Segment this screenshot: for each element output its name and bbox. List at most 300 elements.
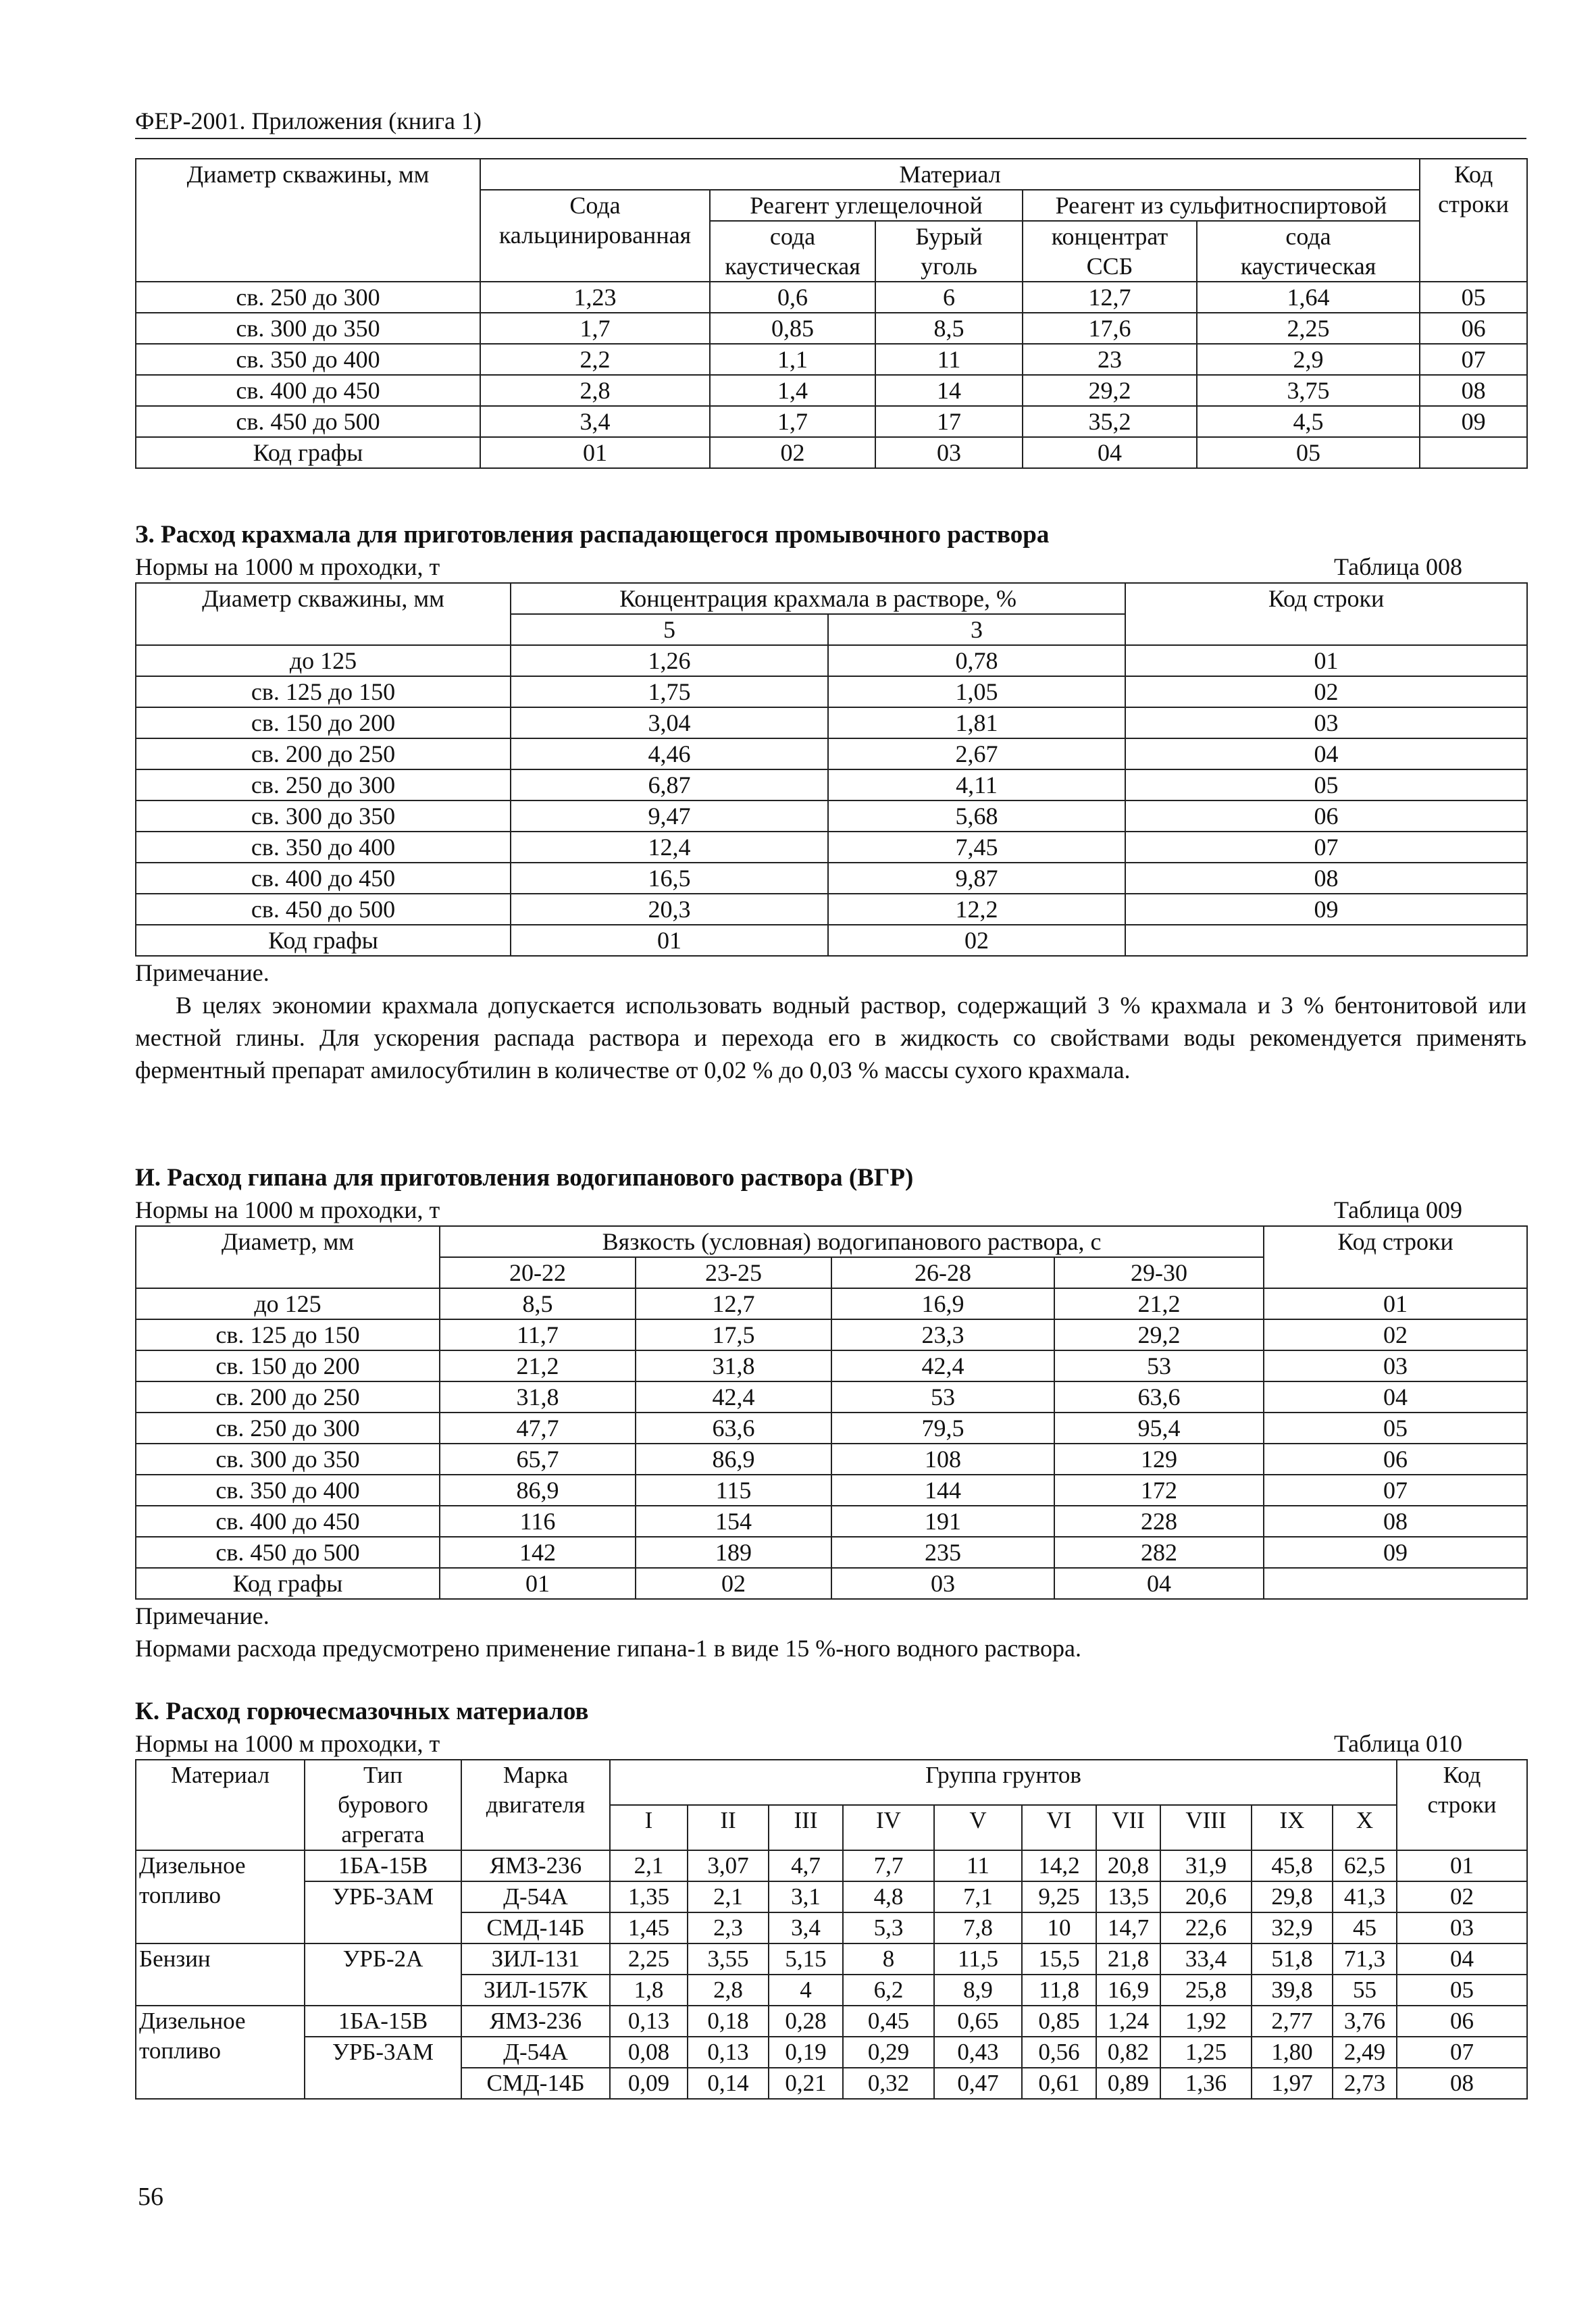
table-cell: 7,45 xyxy=(828,832,1125,863)
table-row xyxy=(136,1444,1527,1475)
table-cell: 03 xyxy=(831,1568,1054,1599)
table-cell: 0,6 xyxy=(710,282,875,313)
table-cell: 14,2 xyxy=(1022,1850,1096,1881)
table-cell: 172 xyxy=(1054,1475,1264,1506)
table-cell: св. 450 до 500 xyxy=(136,1537,440,1568)
col-concentration: Концентрация крахмала в растворе, % xyxy=(511,583,1125,614)
section-title: З. Расход крахмала для приготовления распадающегося промывочного раствора xyxy=(135,521,1050,549)
table-cell: 63,6 xyxy=(636,1413,831,1444)
table-cell: 03 xyxy=(875,437,1023,468)
table-cell: Код графы xyxy=(136,925,511,956)
col-type: Тип бурового агрегата xyxy=(305,1760,461,1850)
type-cell: 1БА-15В xyxy=(305,2006,461,2037)
table-cell: 86,9 xyxy=(636,1444,831,1475)
table-cell: 2,25 xyxy=(1197,313,1420,344)
table-cell: 2,3 xyxy=(688,1912,769,1943)
table-cell: 0,09 xyxy=(610,2068,688,2099)
section-title: И. Расход гипана для приготовления водогипанового раствора (ВГР) xyxy=(135,1164,914,1192)
col-conc: концентрат ССБ xyxy=(1023,221,1197,282)
table-cell: 13,5 xyxy=(1096,1881,1160,1912)
section-starch xyxy=(135,519,1526,1086)
table-cell: 47,7 xyxy=(440,1413,636,1444)
table-cell: 12,4 xyxy=(511,832,828,863)
table-cell: 09 xyxy=(1125,894,1527,925)
table-cell: св. 350 до 400 xyxy=(136,344,480,375)
table-cell: ЗИЛ-157К xyxy=(461,1975,610,2006)
table-cell: 23 xyxy=(1023,344,1197,375)
col-diameter: Диаметр, мм xyxy=(136,1226,440,1288)
table-cell: 02 xyxy=(710,437,875,468)
table-cell: 53 xyxy=(1054,1350,1264,1381)
table-row xyxy=(136,1319,1527,1350)
table-cell: Д-54А xyxy=(461,2037,610,2068)
table-cell: 08 xyxy=(1125,863,1527,894)
table-cell: 12,7 xyxy=(636,1288,831,1319)
table-cell: 1,05 xyxy=(828,676,1125,707)
page-header: ФЕР-2001. Приложения (книга 1) xyxy=(135,107,1526,139)
table-cell: 1,36 xyxy=(1160,2068,1252,2099)
col-v2: 23-25 xyxy=(636,1257,831,1288)
col-diameter: Диаметр скважины, мм xyxy=(136,583,511,645)
table-cell: 0,85 xyxy=(1022,2006,1096,2037)
table-cell: 4,8 xyxy=(843,1881,934,1912)
table-row xyxy=(136,1537,1527,1568)
table-cell: 03 xyxy=(1125,707,1527,738)
table-row xyxy=(136,1943,1527,1975)
table-row xyxy=(136,437,1527,468)
table-cell: Код графы xyxy=(136,1568,440,1599)
col-v3: 26-28 xyxy=(831,1257,1054,1288)
note-text: Нормами расхода предусмотрено применение гипана-1 в виде 15 %-ного водного раствора. xyxy=(135,1635,1081,1662)
table-cell: 2,73 xyxy=(1333,2068,1397,2099)
table-cell: 02 xyxy=(1397,1881,1527,1912)
table-cell: 02 xyxy=(828,925,1125,956)
table-cell: 21,8 xyxy=(1096,1943,1160,1975)
table-cell: 0,13 xyxy=(688,2037,769,2068)
table-cell: 0,43 xyxy=(934,2037,1022,2068)
table-cell: 01 xyxy=(511,925,828,956)
table-cell: 39,8 xyxy=(1252,1975,1333,2006)
col-group-V: V xyxy=(934,1805,1022,1850)
table-cell: 63,6 xyxy=(1054,1381,1264,1413)
table-cell: 11,8 xyxy=(1022,1975,1096,2006)
table-cell: 1,80 xyxy=(1252,2037,1333,2068)
table-cell: 0,29 xyxy=(843,2037,934,2068)
table-row xyxy=(136,676,1527,707)
col-code: Код строки xyxy=(1264,1226,1527,1288)
table-cell: 01 xyxy=(1397,1850,1527,1881)
table-cell: 1,81 xyxy=(828,707,1125,738)
table-row xyxy=(136,1475,1527,1506)
table-cell xyxy=(1420,437,1527,468)
table-cell: 11 xyxy=(875,344,1023,375)
table-cell: 02 xyxy=(1264,1319,1527,1350)
table-cell: св. 200 до 250 xyxy=(136,738,511,769)
table-cell: 1,7 xyxy=(480,313,710,344)
table-cell: св. 350 до 400 xyxy=(136,832,511,863)
table-cell: св. 125 до 150 xyxy=(136,1319,440,1350)
table-cell: 0,08 xyxy=(610,2037,688,2068)
table-cell: 04 xyxy=(1125,738,1527,769)
table-number: Таблица 009 xyxy=(1334,1196,1462,1223)
table-cell: 29,2 xyxy=(1054,1319,1264,1350)
table-cell: 0,56 xyxy=(1022,2037,1096,2068)
table-cell: 2,49 xyxy=(1333,2037,1397,2068)
table-row xyxy=(136,645,1527,676)
table-cell: 0,78 xyxy=(828,645,1125,676)
table-cell: 06 xyxy=(1264,1444,1527,1475)
table-cell: 0,18 xyxy=(688,2006,769,2037)
table-cell: 5,68 xyxy=(828,800,1125,832)
table-cell: 189 xyxy=(636,1537,831,1568)
type-cell: УРБ-3АМ xyxy=(305,2037,461,2099)
type-cell: УРБ-2А xyxy=(305,1943,461,2006)
table-cell: Д-54А xyxy=(461,1881,610,1912)
section-gipan xyxy=(135,1162,1526,1664)
table-cell: 0,85 xyxy=(710,313,875,344)
table-cell: 1,45 xyxy=(610,1912,688,1943)
norms-caption: Нормы на 1000 м проходки, т xyxy=(135,553,440,580)
table-cell: 0,61 xyxy=(1022,2068,1096,2099)
table-row xyxy=(136,863,1527,894)
col-code: Код строки xyxy=(1125,583,1527,645)
table-cell: 4 xyxy=(769,1975,843,2006)
table-cell: 45,8 xyxy=(1252,1850,1333,1881)
material-cell: Дизельное топливо xyxy=(136,1850,305,1943)
col-material: Материал xyxy=(136,1760,305,1850)
table-cell: 05 xyxy=(1264,1413,1527,1444)
table-cell: св. 300 до 350 xyxy=(136,313,480,344)
table-cell: 21,2 xyxy=(440,1350,636,1381)
table-cell: 04 xyxy=(1023,437,1197,468)
table-cell: 5,3 xyxy=(843,1912,934,1943)
table-cell: до 125 xyxy=(136,1288,440,1319)
table-cell: 129 xyxy=(1054,1444,1264,1475)
table-cell: 9,87 xyxy=(828,863,1125,894)
table-cell: 282 xyxy=(1054,1537,1264,1568)
col-coal: Бурый уголь xyxy=(875,221,1023,282)
table-cell: 08 xyxy=(1264,1506,1527,1537)
table-cell: 2,77 xyxy=(1252,2006,1333,2037)
table-cell: 03 xyxy=(1397,1912,1527,1943)
table-cell: 5,15 xyxy=(769,1943,843,1975)
table-cell: св. 200 до 250 xyxy=(136,1381,440,1413)
table-cell: 9,47 xyxy=(511,800,828,832)
table-cell: св. 300 до 350 xyxy=(136,1444,440,1475)
table-row xyxy=(136,1850,1527,1881)
table-cell: 33,4 xyxy=(1160,1943,1252,1975)
table-row xyxy=(136,1288,1527,1319)
table-cell: 1,23 xyxy=(480,282,710,313)
table-cell: 3,07 xyxy=(688,1850,769,1881)
table-cell: до 125 xyxy=(136,645,511,676)
type-cell: УРБ-3АМ xyxy=(305,1881,461,1943)
table-cell: 1,24 xyxy=(1096,2006,1160,2037)
table-row xyxy=(136,925,1527,956)
table-cell: 9,25 xyxy=(1022,1881,1096,1912)
table-cell: 04 xyxy=(1054,1568,1264,1599)
col-v4: 29-30 xyxy=(1054,1257,1264,1288)
table-cell: 0,28 xyxy=(769,2006,843,2037)
table-row xyxy=(136,832,1527,863)
type-cell: 1БА-15В xyxy=(305,1850,461,1881)
table-cell: 22,6 xyxy=(1160,1912,1252,1943)
table-cell: 0,13 xyxy=(610,2006,688,2037)
table-cell: 51,8 xyxy=(1252,1943,1333,1975)
table-cell: 1,75 xyxy=(511,676,828,707)
table-cell: 3,1 xyxy=(769,1881,843,1912)
table-row xyxy=(136,1350,1527,1381)
col-code: Код строки xyxy=(1420,159,1527,282)
table-cell: 6 xyxy=(875,282,1023,313)
table-cell: 16,9 xyxy=(1096,1975,1160,2006)
table-cell: 01 xyxy=(1125,645,1527,676)
table-cell: 65,7 xyxy=(440,1444,636,1475)
table-cell: 31,9 xyxy=(1160,1850,1252,1881)
table-cell: Код графы xyxy=(136,437,480,468)
table-cell: СМД-14Б xyxy=(461,1912,610,1943)
table-cell: 04 xyxy=(1264,1381,1527,1413)
table-cell: 142 xyxy=(440,1537,636,1568)
col-diameter: Диаметр скважины, мм xyxy=(136,159,480,282)
table-cell: св. 150 до 200 xyxy=(136,707,511,738)
table-row xyxy=(136,406,1527,437)
table-cell: 29,8 xyxy=(1252,1881,1333,1912)
table-cell: 16,9 xyxy=(831,1288,1054,1319)
table-cell: 8,5 xyxy=(875,313,1023,344)
table-cell: 41,3 xyxy=(1333,1881,1397,1912)
table-cell: 7,8 xyxy=(934,1912,1022,1943)
table-cell: 3,75 xyxy=(1197,375,1420,406)
table-cell: 01 xyxy=(440,1568,636,1599)
table-cell: 86,9 xyxy=(440,1475,636,1506)
table-row xyxy=(136,344,1527,375)
table-row xyxy=(136,894,1527,925)
table-cell: 0,14 xyxy=(688,2068,769,2099)
table-cell: св. 450 до 500 xyxy=(136,894,511,925)
table-cell: св. 250 до 300 xyxy=(136,1413,440,1444)
table-cell: 45 xyxy=(1333,1912,1397,1943)
table-cell: 29,2 xyxy=(1023,375,1197,406)
col-group-IX: IX xyxy=(1252,1805,1333,1850)
table-cell: св. 150 до 200 xyxy=(136,1350,440,1381)
table-cell: 55 xyxy=(1333,1975,1397,2006)
table-row xyxy=(136,800,1527,832)
table-cell: 0,45 xyxy=(843,2006,934,2037)
table-cell: 07 xyxy=(1264,1475,1527,1506)
table-cell: 3,76 xyxy=(1333,2006,1397,2037)
table-cell: 06 xyxy=(1397,2006,1527,2037)
table-cell: 4,46 xyxy=(511,738,828,769)
table-cell: 05 xyxy=(1197,437,1420,468)
table-cell: св. 450 до 500 xyxy=(136,406,480,437)
table-cell: СМД-14Б xyxy=(461,2068,610,2099)
table-cell: св. 400 до 450 xyxy=(136,375,480,406)
table-cell: 20,6 xyxy=(1160,1881,1252,1912)
table-row xyxy=(136,375,1527,406)
col-group-VII: VII xyxy=(1096,1805,1160,1850)
table-cell: 14,7 xyxy=(1096,1912,1160,1943)
table-cell: 2,8 xyxy=(688,1975,769,2006)
table-cell: 15,5 xyxy=(1022,1943,1096,1975)
table-cell: 6,2 xyxy=(843,1975,934,2006)
col-c3: 3 xyxy=(828,614,1125,645)
table-cell: 3,4 xyxy=(480,406,710,437)
table-cell: 0,21 xyxy=(769,2068,843,2099)
table-cell: 3,55 xyxy=(688,1943,769,1975)
table-cell: 20,8 xyxy=(1096,1850,1160,1881)
col-soda-k: сода каустическая xyxy=(710,221,875,282)
table-cell xyxy=(1264,1568,1527,1599)
table-cell: 2,2 xyxy=(480,344,710,375)
table-cell: 09 xyxy=(1420,406,1527,437)
table-cell: 4,7 xyxy=(769,1850,843,1881)
table-cell: 31,8 xyxy=(440,1381,636,1413)
table-cell: 14 xyxy=(875,375,1023,406)
table-cell: 02 xyxy=(1125,676,1527,707)
table-cell: 108 xyxy=(831,1444,1054,1475)
table-cell: 11 xyxy=(934,1850,1022,1881)
table-cell: 17,5 xyxy=(636,1319,831,1350)
table-row xyxy=(136,1568,1527,1599)
norms-caption: Нормы на 1000 м проходки, т xyxy=(135,1730,440,1757)
table-cell: 154 xyxy=(636,1506,831,1537)
table-cell: 08 xyxy=(1397,2068,1527,2099)
table-cell: 06 xyxy=(1420,313,1527,344)
table-cell: 09 xyxy=(1264,1537,1527,1568)
table-row xyxy=(136,313,1527,344)
page-number: 56 xyxy=(138,2183,163,2211)
material-cell: Дизельное топливо xyxy=(136,2006,305,2099)
col-group-VI: VI xyxy=(1022,1805,1096,1850)
col-ugl: Реагент углещелочной xyxy=(710,190,1023,221)
materials-table-top xyxy=(135,158,1526,469)
table-cell: 20,3 xyxy=(511,894,828,925)
table-row xyxy=(136,1506,1527,1537)
table-row xyxy=(136,282,1527,313)
table-cell: 144 xyxy=(831,1475,1054,1506)
table-cell: 0,19 xyxy=(769,2037,843,2068)
material-cell: Бензин xyxy=(136,1943,305,2006)
table-cell: ЯМЗ-236 xyxy=(461,2006,610,2037)
table-cell: 1,4 xyxy=(710,375,875,406)
col-group-II: II xyxy=(688,1805,769,1850)
table-row xyxy=(136,1381,1527,1413)
table-cell: 11,7 xyxy=(440,1319,636,1350)
table-cell: 8 xyxy=(843,1943,934,1975)
table-cell: 79,5 xyxy=(831,1413,1054,1444)
col-material: Материал xyxy=(480,159,1420,190)
table-cell: 25,8 xyxy=(1160,1975,1252,2006)
table-cell: 2,1 xyxy=(688,1881,769,1912)
table-row xyxy=(136,1413,1527,1444)
table-cell: 05 xyxy=(1125,769,1527,800)
table-row xyxy=(136,2006,1527,2037)
col-group-VIII: VIII xyxy=(1160,1805,1252,1850)
table-cell: 16,5 xyxy=(511,863,828,894)
table-cell: 95,4 xyxy=(1054,1413,1264,1444)
table-cell: 01 xyxy=(480,437,710,468)
col-code: Код строки xyxy=(1397,1760,1527,1850)
table-cell: 12,2 xyxy=(828,894,1125,925)
table-cell: 2,1 xyxy=(610,1850,688,1881)
table-cell: 1,97 xyxy=(1252,2068,1333,2099)
table-cell: 1,1 xyxy=(710,344,875,375)
table-cell: 07 xyxy=(1125,832,1527,863)
table-cell: 35,2 xyxy=(1023,406,1197,437)
table-cell: 42,4 xyxy=(636,1381,831,1413)
table-cell: 3,4 xyxy=(769,1912,843,1943)
table-cell: св. 250 до 300 xyxy=(136,769,511,800)
table-cell: 10 xyxy=(1022,1912,1096,1943)
table-cell: 06 xyxy=(1125,800,1527,832)
section-fuel xyxy=(135,1696,1526,2100)
table-number: Таблица 010 xyxy=(1334,1730,1462,1757)
table-cell: 03 xyxy=(1264,1350,1527,1381)
table-cell: 21,2 xyxy=(1054,1288,1264,1319)
col-soil-group: Группа грунтов xyxy=(610,1760,1397,1805)
table-row xyxy=(136,2037,1527,2068)
table-cell: 0,89 xyxy=(1096,2068,1160,2099)
table-cell: 4,5 xyxy=(1197,406,1420,437)
table-cell: св. 300 до 350 xyxy=(136,800,511,832)
col-viscosity: Вязкость (условная) водогипанового раствора, с xyxy=(440,1226,1264,1257)
table-cell: 11,5 xyxy=(934,1943,1022,1975)
table-cell: 228 xyxy=(1054,1506,1264,1537)
table-cell: 17,6 xyxy=(1023,313,1197,344)
table-row xyxy=(136,707,1527,738)
note-text: В целях экономии крахмала допускается использовать водный раствор, содержащий 3 % крахмала и 3 % бентонитовой или местной глины. Для ускорения распада раствора и перехода его в жидкость со свойствами воды рекомендуется применять ферментный препарат амилосубтилин в количестве от 0,02 % до 0,03 % массы сухого крахмала. xyxy=(135,992,1526,1084)
table-cell: 17 xyxy=(875,406,1023,437)
table-cell: 4,11 xyxy=(828,769,1125,800)
col-group-I: I xyxy=(610,1805,688,1850)
table-row xyxy=(136,738,1527,769)
table-cell: 7,1 xyxy=(934,1881,1022,1912)
col-group-X: X xyxy=(1333,1805,1397,1850)
table-cell: 1,26 xyxy=(511,645,828,676)
table-row xyxy=(136,769,1527,800)
section-title: К. Расход горючесмазочных материалов xyxy=(135,1698,589,1725)
table-cell: 31,8 xyxy=(636,1350,831,1381)
table-cell: ЯМЗ-236 xyxy=(461,1850,610,1881)
table-cell: 0,65 xyxy=(934,2006,1022,2037)
table-cell: 05 xyxy=(1420,282,1527,313)
table-cell: 62,5 xyxy=(1333,1850,1397,1881)
table-cell: 32,9 xyxy=(1252,1912,1333,1943)
table-cell: 2,67 xyxy=(828,738,1125,769)
table-cell: 0,82 xyxy=(1096,2037,1160,2068)
table-cell: 1,7 xyxy=(710,406,875,437)
table-cell: 1,8 xyxy=(610,1975,688,2006)
col-sulf: Реагент из сульфитноспиртовой xyxy=(1023,190,1420,221)
table-cell: 05 xyxy=(1397,1975,1527,2006)
col-group-III: III xyxy=(769,1805,843,1850)
table-cell: 3,04 xyxy=(511,707,828,738)
table-cell: 2,25 xyxy=(610,1943,688,1975)
norms-caption: Нормы на 1000 м проходки, т xyxy=(135,1196,440,1223)
table-cell: 23,3 xyxy=(831,1319,1054,1350)
table-cell: ЗИЛ-131 xyxy=(461,1943,610,1975)
table-cell: 12,7 xyxy=(1023,282,1197,313)
table-cell: 8,9 xyxy=(934,1975,1022,2006)
table-cell: св. 125 до 150 xyxy=(136,676,511,707)
col-soda-k2: сода каустическая xyxy=(1197,221,1420,282)
table-cell: св. 250 до 300 xyxy=(136,282,480,313)
col-soda: Сода кальцинированная xyxy=(480,190,710,282)
table-cell: св. 400 до 450 xyxy=(136,1506,440,1537)
table-cell: 0,47 xyxy=(934,2068,1022,2099)
table-cell: 07 xyxy=(1397,2037,1527,2068)
